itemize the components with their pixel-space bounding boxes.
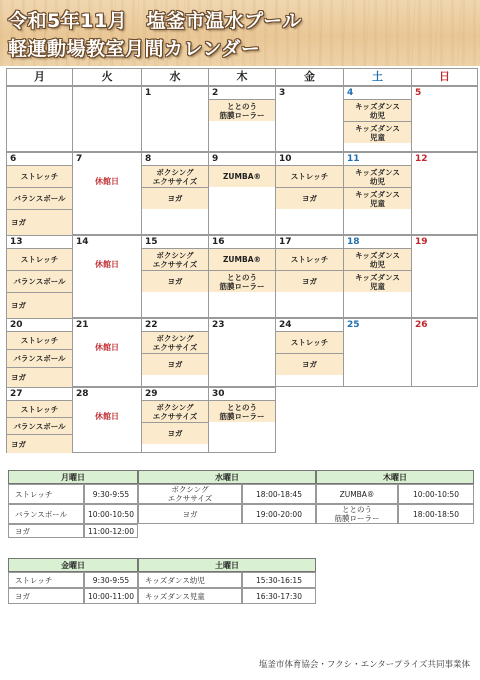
class-event: ZUMBA®: [209, 165, 275, 187]
calendar-day-cell: [72, 235, 142, 318]
schedule-class-name: ヨガ: [138, 504, 242, 524]
class-event: ヨガ: [142, 270, 208, 292]
class-event: ヨガ: [142, 353, 208, 375]
closed-day-label: 休館日: [95, 411, 119, 421]
day-number: 30: [212, 389, 225, 399]
schedule-class-name: バランスボール: [8, 504, 84, 524]
day-number: 4: [347, 88, 354, 98]
day-number: 1: [145, 88, 152, 98]
calendar-day-cell: [411, 152, 478, 235]
day-number: 8: [145, 154, 152, 164]
class-event: ストレッチ: [7, 331, 72, 349]
schedule-class-name: ZUMBA®: [316, 484, 398, 504]
class-event: バランスボール: [7, 417, 72, 434]
class-event: ヨガ: [276, 353, 343, 375]
day-number: 24: [279, 320, 292, 330]
class-event: ヨガ: [276, 187, 343, 209]
schedule-class-time: 10:00-11:00: [84, 588, 138, 604]
day-number: 7: [76, 154, 83, 164]
calendar-day-cell: [275, 152, 344, 235]
calendar-day-cell: [6, 318, 73, 387]
class-event: キッズダンス 幼児: [344, 165, 411, 187]
weekday-header: 月: [6, 68, 73, 86]
page-subtitle: 軽運動場教室月間カレンダー: [8, 38, 261, 60]
class-event: ヨガ: [7, 367, 72, 387]
calendar-day-cell: [6, 86, 73, 152]
class-event: キッズダンス 児童: [344, 187, 411, 209]
schedule-class-time: 9:30-9:55: [84, 484, 138, 504]
calendar-day-cell: [208, 152, 276, 235]
weekday-header: 土: [343, 68, 412, 86]
calendar-day-cell: [343, 235, 412, 318]
class-event: ストレッチ: [276, 331, 343, 353]
weekday-header: 水: [141, 68, 209, 86]
calendar-day-cell: [141, 235, 209, 318]
class-event: ボクシング エクササイズ: [142, 248, 208, 270]
day-number: 10: [279, 154, 292, 164]
page-title: 令和5年11月 塩釜市温水プール: [8, 10, 302, 32]
day-number: 9: [212, 154, 219, 164]
day-number: 26: [415, 320, 428, 330]
calendar-day-cell: [6, 387, 73, 453]
schedule-class-name: ストレッチ: [8, 572, 84, 588]
calendar-day-cell: [141, 318, 209, 387]
day-number: 29: [145, 389, 158, 399]
calendar-day-cell: [411, 318, 478, 387]
day-number: 15: [145, 237, 158, 247]
class-event: バランスボール: [7, 270, 72, 292]
calendar-day-cell: [141, 86, 209, 152]
calendar-day-cell: [72, 86, 142, 152]
class-event: ストレッチ: [7, 165, 72, 187]
day-number: 27: [10, 389, 23, 399]
day-number: 25: [347, 320, 360, 330]
class-event: ヨガ: [7, 209, 72, 235]
schedule-class-name: ヨガ: [8, 588, 84, 604]
class-event: ととのう 筋膜ローラー: [209, 270, 275, 292]
footer-organizer: 塩釜市体育協会・フクシ・エンタープライズ共同事業体: [258, 660, 470, 670]
calendar-day-cell: [6, 152, 73, 235]
closed-day-label: 休館日: [95, 176, 119, 186]
schedule-class-name: ヨガ: [8, 524, 84, 538]
class-event: ヨガ: [7, 292, 72, 318]
class-event: ストレッチ: [7, 248, 72, 270]
schedule-class-time: 10:00-10:50: [84, 504, 138, 524]
day-number: 22: [145, 320, 158, 330]
class-event: ストレッチ: [7, 400, 72, 417]
calendar-day-cell: [275, 318, 344, 387]
header-banner: [0, 0, 480, 66]
calendar-day-cell: [343, 86, 412, 152]
day-number: 18: [347, 237, 360, 247]
class-event: ヨガ: [276, 270, 343, 292]
class-event: ヨガ: [142, 187, 208, 209]
class-event: キッズダンス 児童: [344, 270, 411, 292]
class-event: ととのう 筋膜ローラー: [209, 99, 275, 121]
calendar-day-cell: [411, 86, 478, 152]
schedule-class-time: 18:00-18:45: [242, 484, 316, 504]
weekday-header: 日: [411, 68, 478, 86]
class-event: バランスボール: [7, 187, 72, 209]
day-number: 6: [10, 154, 17, 164]
weekday-header: 木: [208, 68, 276, 86]
schedule-class-name: ストレッチ: [8, 484, 84, 504]
calendar-day-cell: [411, 235, 478, 318]
day-number: 14: [76, 237, 89, 247]
schedule-day-header: 木曜日: [316, 470, 474, 484]
closed-day-label: 休館日: [95, 342, 119, 352]
schedule-class-name: キッズダンス幼児: [138, 572, 242, 588]
class-event: キッズダンス 幼児: [344, 99, 411, 121]
day-number: 16: [212, 237, 225, 247]
schedule-class-time: 9:30-9:55: [84, 572, 138, 588]
calendar-day-cell: [6, 235, 73, 318]
day-number: 23: [212, 320, 225, 330]
day-number: 20: [10, 320, 23, 330]
calendar-day-cell: [72, 387, 142, 453]
day-number: 2: [212, 88, 219, 98]
class-event: バランスボール: [7, 349, 72, 367]
day-number: 5: [415, 88, 422, 98]
class-event: ヨガ: [142, 422, 208, 444]
schedule-day-header: 水曜日: [138, 470, 316, 484]
schedule-class-time: 11:00-12:00: [84, 524, 138, 538]
schedule-class-name: キッズダンス児童: [138, 588, 242, 604]
day-number: 11: [347, 154, 360, 164]
calendar-day-cell: [275, 235, 344, 318]
closed-day-label: 休館日: [95, 259, 119, 269]
schedule-class-time: 10:00-10:50: [398, 484, 474, 504]
calendar-day-cell: [343, 152, 412, 235]
calendar-day-cell: [72, 152, 142, 235]
class-event: ストレッチ: [276, 248, 343, 270]
schedule-class-name: ととのう 筋膜ローラー: [316, 504, 398, 524]
schedule-class-time: 19:00-20:00: [242, 504, 316, 524]
calendar-day-cell: [275, 86, 344, 152]
calendar-day-cell: [208, 86, 276, 152]
class-event: ZUMBA®: [209, 248, 275, 270]
day-number: 28: [76, 389, 89, 399]
schedule-day-header: 土曜日: [138, 558, 316, 572]
class-event: ボクシング エクササイズ: [142, 400, 208, 422]
day-number: 12: [415, 154, 428, 164]
class-event: ボクシング エクササイズ: [142, 165, 208, 187]
schedule-day-header: 月曜日: [8, 470, 138, 484]
weekday-header: 金: [275, 68, 344, 86]
day-number: 3: [279, 88, 286, 98]
calendar-day-cell: [72, 318, 142, 387]
schedule-class-time: 16:30-17:30: [242, 588, 316, 604]
calendar-day-cell: [343, 318, 412, 387]
weekday-header: 火: [72, 68, 142, 86]
day-number: 21: [76, 320, 89, 330]
day-number: 19: [415, 237, 428, 247]
class-event: ととのう 筋膜ローラー: [209, 400, 275, 422]
class-event: キッズダンス 幼児: [344, 248, 411, 270]
calendar-day-cell: [208, 387, 276, 453]
schedule-class-name: ボクシング エクササイズ: [138, 484, 242, 504]
calendar-day-cell: [141, 387, 209, 453]
calendar-day-cell: [208, 318, 276, 387]
calendar-day-cell: [208, 235, 276, 318]
schedule-class-time: 18:00-18:50: [398, 504, 474, 524]
schedule-class-time: 15:30-16:15: [242, 572, 316, 588]
day-number: 17: [279, 237, 292, 247]
class-event: ヨガ: [7, 434, 72, 453]
schedule-day-header: 金曜日: [8, 558, 138, 572]
calendar-day-cell: [141, 152, 209, 235]
class-event: キッズダンス 児童: [344, 121, 411, 143]
class-event: ストレッチ: [276, 165, 343, 187]
class-event: ボクシング エクササイズ: [142, 331, 208, 353]
day-number: 13: [10, 237, 23, 247]
